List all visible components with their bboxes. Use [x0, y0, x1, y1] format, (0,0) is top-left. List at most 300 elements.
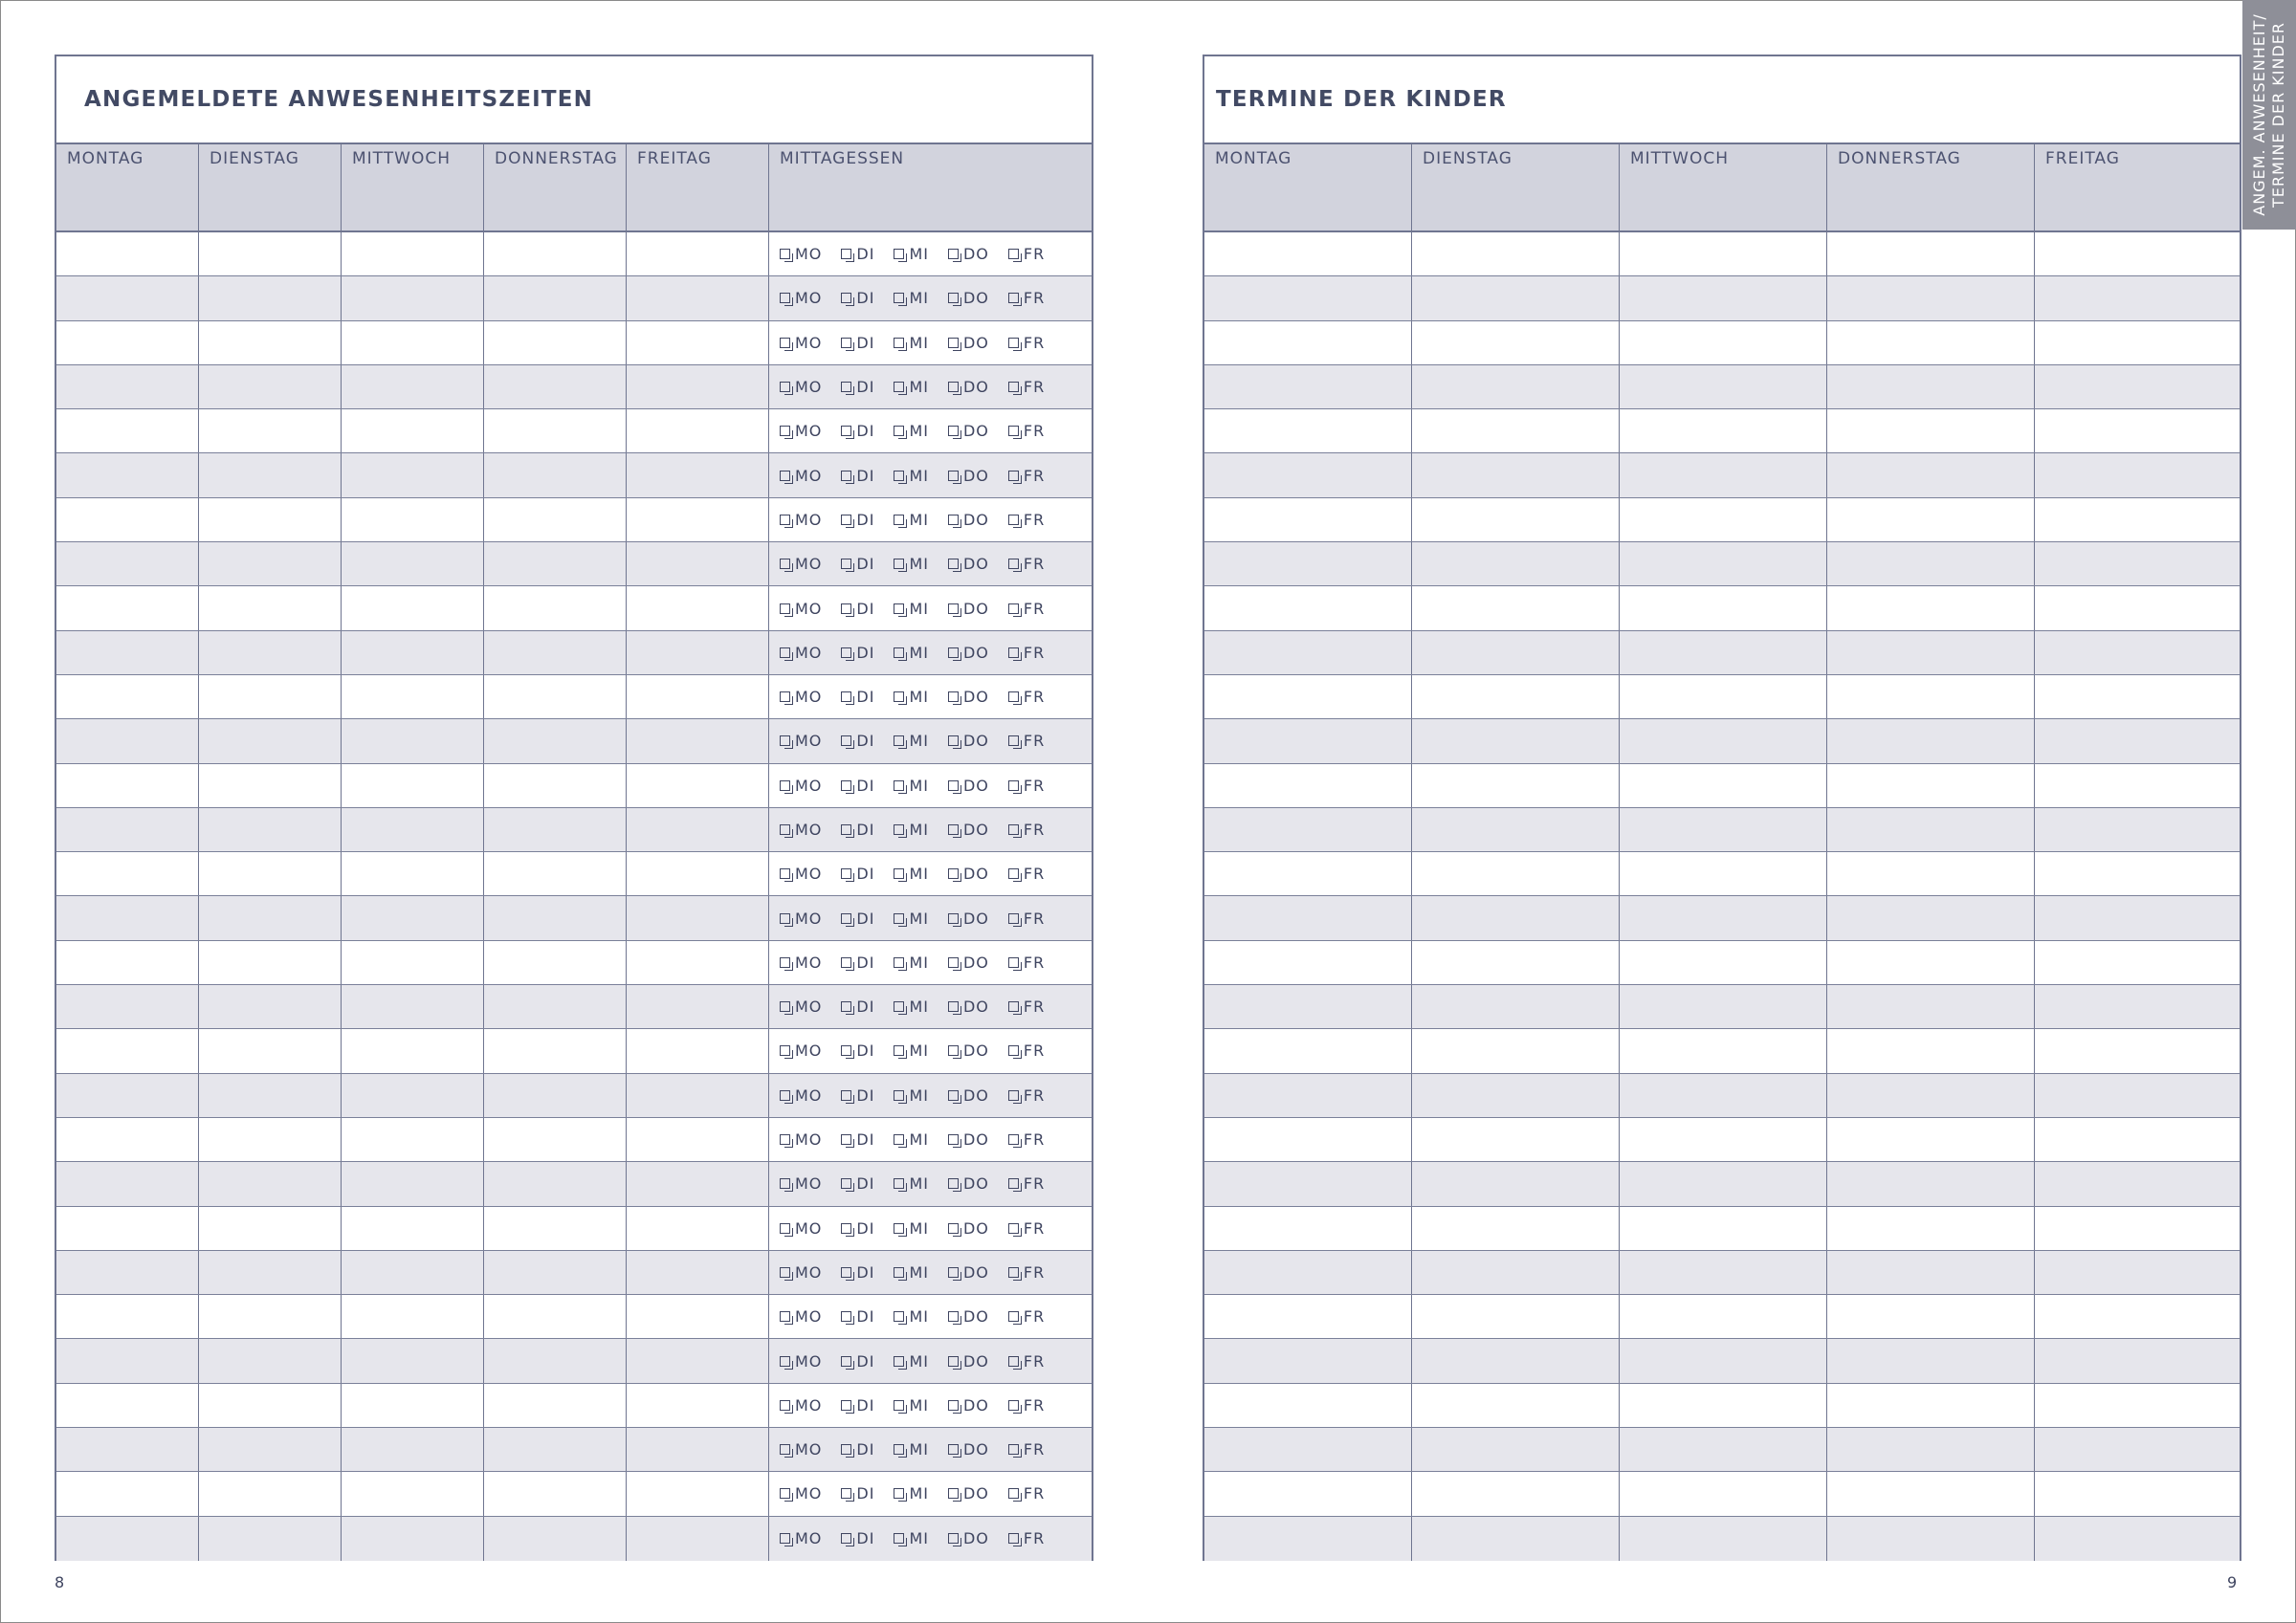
attendance-cell[interactable] [484, 985, 627, 1028]
appointments-cell[interactable] [1204, 1295, 1412, 1338]
attendance-cell[interactable] [627, 321, 769, 364]
lunch-checkbox-mo[interactable] [780, 1042, 822, 1060]
attendance-cell[interactable] [342, 1118, 484, 1161]
attendance-cell[interactable] [342, 852, 484, 895]
attendance-cell[interactable] [484, 586, 627, 629]
appointments-cell[interactable] [1620, 409, 1827, 452]
appointments-cell[interactable] [1412, 808, 1620, 851]
appointments-cell[interactable] [1204, 542, 1412, 585]
appointments-cell[interactable] [1827, 764, 2035, 807]
attendance-cell[interactable] [56, 1295, 199, 1338]
appointments-cell[interactable] [1204, 1074, 1412, 1117]
lunch-checkbox-do[interactable] [948, 245, 989, 263]
appointments-cell[interactable] [2035, 232, 2240, 275]
attendance-cell[interactable] [199, 1029, 342, 1072]
lunch-checkbox-di[interactable] [841, 1396, 874, 1415]
attendance-cell[interactable] [199, 586, 342, 629]
appointments-cell[interactable] [1827, 675, 2035, 718]
appointments-cell[interactable] [1620, 941, 1827, 984]
appointments-cell[interactable] [1827, 1029, 2035, 1072]
lunch-checkbox-mo[interactable] [780, 688, 822, 706]
attendance-cell[interactable] [342, 1384, 484, 1427]
attendance-cell[interactable] [342, 631, 484, 674]
appointments-cell[interactable] [1204, 1118, 1412, 1161]
appointments-cell[interactable] [1412, 764, 1620, 807]
appointments-cell[interactable] [1620, 1118, 1827, 1161]
appointments-cell[interactable] [2035, 719, 2240, 762]
appointments-cell[interactable] [1620, 896, 1827, 939]
attendance-cell[interactable] [56, 1517, 199, 1561]
attendance-cell[interactable] [484, 1517, 627, 1561]
appointments-cell[interactable] [1204, 498, 1412, 541]
attendance-cell[interactable] [56, 232, 199, 275]
lunch-checkbox-do[interactable] [948, 334, 989, 352]
appointments-cell[interactable] [2035, 365, 2240, 408]
attendance-cell[interactable] [342, 808, 484, 851]
lunch-checkbox-mo[interactable] [780, 1086, 822, 1105]
lunch-checkbox-fr[interactable] [1008, 1086, 1045, 1105]
appointments-cell[interactable] [1620, 1074, 1827, 1117]
appointments-cell[interactable] [1204, 985, 1412, 1028]
lunch-checkbox-do[interactable] [948, 1440, 989, 1459]
attendance-cell[interactable] [342, 1029, 484, 1072]
lunch-checkbox-mi[interactable] [894, 378, 929, 396]
attendance-cell[interactable] [56, 498, 199, 541]
attendance-cell[interactable] [342, 1207, 484, 1250]
appointments-cell[interactable] [1620, 1384, 1827, 1427]
appointments-cell[interactable] [1412, 941, 1620, 984]
appointments-cell[interactable] [1620, 631, 1827, 674]
appointments-cell[interactable] [1620, 1517, 1827, 1561]
appointments-cell[interactable] [1204, 631, 1412, 674]
attendance-cell[interactable] [56, 1251, 199, 1294]
appointments-cell[interactable] [1412, 896, 1620, 939]
attendance-cell[interactable] [484, 896, 627, 939]
appointments-cell[interactable] [1204, 409, 1412, 452]
attendance-cell[interactable] [56, 276, 199, 319]
appointments-cell[interactable] [1827, 985, 2035, 1028]
attendance-cell[interactable] [627, 1029, 769, 1072]
appointments-cell[interactable] [1412, 1472, 1620, 1515]
lunch-checkbox-mi[interactable] [894, 555, 929, 573]
lunch-checkbox-do[interactable] [948, 732, 989, 750]
appointments-cell[interactable] [1827, 409, 2035, 452]
lunch-checkbox-mo[interactable] [780, 998, 822, 1016]
attendance-cell[interactable] [342, 985, 484, 1028]
appointments-cell[interactable] [1827, 1118, 2035, 1161]
lunch-checkbox-di[interactable] [841, 378, 874, 396]
appointments-cell[interactable] [1827, 852, 2035, 895]
attendance-cell[interactable] [627, 586, 769, 629]
appointments-cell[interactable] [1412, 1295, 1620, 1338]
lunch-checkbox-mo[interactable] [780, 1174, 822, 1193]
attendance-cell[interactable] [56, 808, 199, 851]
attendance-cell[interactable] [627, 1162, 769, 1205]
appointments-cell[interactable] [1204, 719, 1412, 762]
appointments-cell[interactable] [1827, 941, 2035, 984]
appointments-cell[interactable] [1204, 276, 1412, 319]
attendance-cell[interactable] [342, 1472, 484, 1515]
appointments-cell[interactable] [1412, 985, 1620, 1028]
attendance-cell[interactable] [56, 1207, 199, 1250]
attendance-cell[interactable] [56, 896, 199, 939]
lunch-checkbox-fr[interactable] [1008, 289, 1045, 307]
attendance-cell[interactable] [56, 365, 199, 408]
appointments-cell[interactable] [1204, 1428, 1412, 1471]
lunch-checkbox-fr[interactable] [1008, 1174, 1045, 1193]
attendance-cell[interactable] [199, 1295, 342, 1338]
lunch-checkbox-mo[interactable] [780, 910, 822, 928]
appointments-cell[interactable] [1620, 985, 1827, 1028]
lunch-checkbox-fr[interactable] [1008, 378, 1045, 396]
attendance-cell[interactable] [342, 409, 484, 452]
lunch-checkbox-mi[interactable] [894, 1042, 929, 1060]
lunch-checkbox-fr[interactable] [1008, 1307, 1045, 1326]
attendance-cell[interactable] [484, 365, 627, 408]
attendance-cell[interactable] [484, 1251, 627, 1294]
appointments-cell[interactable] [1827, 542, 2035, 585]
lunch-checkbox-mi[interactable] [894, 1219, 929, 1238]
lunch-checkbox-di[interactable] [841, 334, 874, 352]
attendance-cell[interactable] [199, 631, 342, 674]
lunch-checkbox-mo[interactable] [780, 511, 822, 529]
lunch-checkbox-di[interactable] [841, 245, 874, 263]
lunch-checkbox-mo[interactable] [780, 334, 822, 352]
attendance-cell[interactable] [342, 586, 484, 629]
lunch-checkbox-do[interactable] [948, 1263, 989, 1282]
lunch-checkbox-di[interactable] [841, 954, 874, 972]
appointments-cell[interactable] [1204, 1162, 1412, 1205]
attendance-cell[interactable] [199, 498, 342, 541]
appointments-cell[interactable] [1204, 1384, 1412, 1427]
lunch-checkbox-mi[interactable] [894, 1484, 929, 1502]
lunch-checkbox-mo[interactable] [780, 1219, 822, 1238]
appointments-cell[interactable] [1620, 586, 1827, 629]
attendance-cell[interactable] [484, 852, 627, 895]
lunch-checkbox-fr[interactable] [1008, 865, 1045, 883]
appointments-cell[interactable] [1620, 1162, 1827, 1205]
lunch-checkbox-fr[interactable] [1008, 1396, 1045, 1415]
appointments-cell[interactable] [2035, 1517, 2240, 1561]
attendance-cell[interactable] [56, 1384, 199, 1427]
lunch-checkbox-fr[interactable] [1008, 998, 1045, 1016]
appointments-cell[interactable] [1827, 1428, 2035, 1471]
lunch-checkbox-mi[interactable] [894, 910, 929, 928]
appointments-cell[interactable] [1827, 1339, 2035, 1382]
attendance-cell[interactable] [627, 1339, 769, 1382]
appointments-cell[interactable] [1412, 675, 1620, 718]
lunch-checkbox-do[interactable] [948, 910, 989, 928]
lunch-checkbox-fr[interactable] [1008, 1529, 1045, 1547]
appointments-cell[interactable] [1412, 1428, 1620, 1471]
lunch-checkbox-do[interactable] [948, 1396, 989, 1415]
appointments-cell[interactable] [1204, 1472, 1412, 1515]
attendance-cell[interactable] [627, 1472, 769, 1515]
appointments-cell[interactable] [1620, 321, 1827, 364]
appointments-cell[interactable] [1620, 719, 1827, 762]
lunch-checkbox-mi[interactable] [894, 334, 929, 352]
lunch-checkbox-fr[interactable] [1008, 910, 1045, 928]
attendance-cell[interactable] [627, 852, 769, 895]
appointments-cell[interactable] [1204, 764, 1412, 807]
lunch-checkbox-mo[interactable] [780, 1130, 822, 1149]
attendance-cell[interactable] [56, 1162, 199, 1205]
lunch-checkbox-fr[interactable] [1008, 1440, 1045, 1459]
appointments-cell[interactable] [1827, 1251, 2035, 1294]
appointments-cell[interactable] [2035, 1029, 2240, 1072]
attendance-cell[interactable] [56, 941, 199, 984]
attendance-cell[interactable] [484, 498, 627, 541]
attendance-cell[interactable] [484, 1074, 627, 1117]
lunch-checkbox-do[interactable] [948, 1352, 989, 1371]
appointments-cell[interactable] [1620, 1251, 1827, 1294]
attendance-cell[interactable] [199, 1339, 342, 1382]
appointments-cell[interactable] [1204, 321, 1412, 364]
lunch-checkbox-di[interactable] [841, 1484, 874, 1502]
lunch-checkbox-di[interactable] [841, 422, 874, 440]
lunch-checkbox-di[interactable] [841, 998, 874, 1016]
attendance-cell[interactable] [199, 1517, 342, 1561]
lunch-checkbox-mi[interactable] [894, 954, 929, 972]
appointments-cell[interactable] [1827, 1074, 2035, 1117]
appointments-cell[interactable] [1412, 1251, 1620, 1294]
attendance-cell[interactable] [627, 1428, 769, 1471]
lunch-checkbox-mo[interactable] [780, 1352, 822, 1371]
appointments-cell[interactable] [2035, 542, 2240, 585]
attendance-cell[interactable] [199, 453, 342, 496]
lunch-checkbox-mi[interactable] [894, 1130, 929, 1149]
appointments-cell[interactable] [2035, 586, 2240, 629]
attendance-cell[interactable] [627, 1384, 769, 1427]
attendance-cell[interactable] [199, 1428, 342, 1471]
appointments-cell[interactable] [1620, 764, 1827, 807]
lunch-checkbox-di[interactable] [841, 1042, 874, 1060]
lunch-checkbox-do[interactable] [948, 1307, 989, 1326]
appointments-cell[interactable] [1204, 365, 1412, 408]
attendance-cell[interactable] [199, 941, 342, 984]
appointments-cell[interactable] [2035, 808, 2240, 851]
attendance-cell[interactable] [484, 719, 627, 762]
attendance-cell[interactable] [484, 1428, 627, 1471]
appointments-cell[interactable] [2035, 321, 2240, 364]
appointments-cell[interactable] [1204, 896, 1412, 939]
lunch-checkbox-fr[interactable] [1008, 422, 1045, 440]
appointments-cell[interactable] [1412, 321, 1620, 364]
lunch-checkbox-do[interactable] [948, 644, 989, 662]
attendance-cell[interactable] [56, 985, 199, 1028]
lunch-checkbox-do[interactable] [948, 1219, 989, 1238]
attendance-cell[interactable] [484, 276, 627, 319]
attendance-cell[interactable] [342, 941, 484, 984]
lunch-checkbox-mo[interactable] [780, 555, 822, 573]
lunch-checkbox-mi[interactable] [894, 1086, 929, 1105]
appointments-cell[interactable] [2035, 1295, 2240, 1338]
lunch-checkbox-do[interactable] [948, 998, 989, 1016]
lunch-checkbox-di[interactable] [841, 511, 874, 529]
attendance-cell[interactable] [56, 1428, 199, 1471]
appointments-cell[interactable] [2035, 1118, 2240, 1161]
lunch-checkbox-mi[interactable] [894, 1174, 929, 1193]
lunch-checkbox-do[interactable] [948, 289, 989, 307]
lunch-checkbox-di[interactable] [841, 600, 874, 618]
attendance-cell[interactable] [484, 321, 627, 364]
appointments-cell[interactable] [2035, 675, 2240, 718]
lunch-checkbox-di[interactable] [841, 1440, 874, 1459]
lunch-checkbox-mi[interactable] [894, 732, 929, 750]
lunch-checkbox-di[interactable] [841, 555, 874, 573]
appointments-cell[interactable] [1620, 498, 1827, 541]
lunch-checkbox-di[interactable] [841, 1307, 874, 1326]
attendance-cell[interactable] [199, 1162, 342, 1205]
attendance-cell[interactable] [484, 1472, 627, 1515]
appointments-cell[interactable] [2035, 941, 2240, 984]
attendance-cell[interactable] [627, 941, 769, 984]
appointments-cell[interactable] [2035, 1472, 2240, 1515]
attendance-cell[interactable] [484, 1029, 627, 1072]
attendance-cell[interactable] [342, 542, 484, 585]
appointments-cell[interactable] [2035, 1428, 2240, 1471]
appointments-cell[interactable] [1412, 498, 1620, 541]
attendance-cell[interactable] [199, 719, 342, 762]
attendance-cell[interactable] [342, 1074, 484, 1117]
lunch-checkbox-di[interactable] [841, 865, 874, 883]
appointments-cell[interactable] [1204, 1207, 1412, 1250]
lunch-checkbox-do[interactable] [948, 1484, 989, 1502]
attendance-cell[interactable] [627, 1118, 769, 1161]
attendance-cell[interactable] [627, 232, 769, 275]
attendance-cell[interactable] [342, 1295, 484, 1338]
appointments-cell[interactable] [2035, 1207, 2240, 1250]
lunch-checkbox-fr[interactable] [1008, 732, 1045, 750]
appointments-cell[interactable] [1412, 1162, 1620, 1205]
attendance-cell[interactable] [342, 365, 484, 408]
appointments-cell[interactable] [2035, 631, 2240, 674]
attendance-cell[interactable] [56, 321, 199, 364]
appointments-cell[interactable] [1827, 631, 2035, 674]
appointments-cell[interactable] [2035, 498, 2240, 541]
lunch-checkbox-mi[interactable] [894, 511, 929, 529]
lunch-checkbox-mi[interactable] [894, 1352, 929, 1371]
attendance-cell[interactable] [342, 675, 484, 718]
appointments-cell[interactable] [1827, 1207, 2035, 1250]
lunch-checkbox-di[interactable] [841, 688, 874, 706]
lunch-checkbox-di[interactable] [841, 910, 874, 928]
attendance-cell[interactable] [342, 276, 484, 319]
lunch-checkbox-do[interactable] [948, 954, 989, 972]
attendance-cell[interactable] [484, 808, 627, 851]
appointments-cell[interactable] [1827, 232, 2035, 275]
appointments-cell[interactable] [1620, 808, 1827, 851]
lunch-checkbox-do[interactable] [948, 821, 989, 839]
appointments-cell[interactable] [1412, 1517, 1620, 1561]
lunch-checkbox-mi[interactable] [894, 688, 929, 706]
attendance-cell[interactable] [627, 1517, 769, 1561]
lunch-checkbox-mo[interactable] [780, 422, 822, 440]
lunch-checkbox-di[interactable] [841, 467, 874, 485]
appointments-cell[interactable] [1827, 719, 2035, 762]
appointments-cell[interactable] [1412, 1029, 1620, 1072]
attendance-cell[interactable] [56, 453, 199, 496]
lunch-checkbox-mi[interactable] [894, 1263, 929, 1282]
lunch-checkbox-do[interactable] [948, 1174, 989, 1193]
attendance-cell[interactable] [627, 276, 769, 319]
lunch-checkbox-mo[interactable] [780, 821, 822, 839]
appointments-cell[interactable] [1620, 1428, 1827, 1471]
appointments-cell[interactable] [1204, 1251, 1412, 1294]
appointments-cell[interactable] [1412, 1118, 1620, 1161]
appointments-cell[interactable] [2035, 1384, 2240, 1427]
appointments-cell[interactable] [1827, 1472, 2035, 1515]
attendance-cell[interactable] [484, 1384, 627, 1427]
appointments-cell[interactable] [1827, 453, 2035, 496]
lunch-checkbox-di[interactable] [841, 1219, 874, 1238]
attendance-cell[interactable] [627, 1295, 769, 1338]
attendance-cell[interactable] [484, 232, 627, 275]
lunch-checkbox-mi[interactable] [894, 600, 929, 618]
appointments-cell[interactable] [1827, 896, 2035, 939]
attendance-cell[interactable] [56, 675, 199, 718]
appointments-cell[interactable] [1412, 1384, 1620, 1427]
lunch-checkbox-fr[interactable] [1008, 334, 1045, 352]
appointments-cell[interactable] [1412, 365, 1620, 408]
attendance-cell[interactable] [56, 1074, 199, 1117]
attendance-cell[interactable] [199, 808, 342, 851]
appointments-cell[interactable] [1204, 1339, 1412, 1382]
lunch-checkbox-fr[interactable] [1008, 245, 1045, 263]
lunch-checkbox-mo[interactable] [780, 1396, 822, 1415]
lunch-checkbox-do[interactable] [948, 688, 989, 706]
attendance-cell[interactable] [627, 498, 769, 541]
lunch-checkbox-di[interactable] [841, 1174, 874, 1193]
lunch-checkbox-fr[interactable] [1008, 1130, 1045, 1149]
attendance-cell[interactable] [484, 631, 627, 674]
attendance-cell[interactable] [199, 321, 342, 364]
attendance-cell[interactable] [199, 764, 342, 807]
lunch-checkbox-di[interactable] [841, 777, 874, 795]
appointments-cell[interactable] [1620, 542, 1827, 585]
attendance-cell[interactable] [342, 896, 484, 939]
lunch-checkbox-mi[interactable] [894, 1396, 929, 1415]
lunch-checkbox-mi[interactable] [894, 289, 929, 307]
lunch-checkbox-fr[interactable] [1008, 688, 1045, 706]
appointments-cell[interactable] [1827, 365, 2035, 408]
lunch-checkbox-do[interactable] [948, 378, 989, 396]
attendance-cell[interactable] [342, 232, 484, 275]
lunch-checkbox-fr[interactable] [1008, 467, 1045, 485]
attendance-cell[interactable] [56, 409, 199, 452]
attendance-cell[interactable] [199, 542, 342, 585]
lunch-checkbox-do[interactable] [948, 1042, 989, 1060]
attendance-cell[interactable] [199, 1118, 342, 1161]
lunch-checkbox-fr[interactable] [1008, 1042, 1045, 1060]
lunch-checkbox-mi[interactable] [894, 1440, 929, 1459]
appointments-cell[interactable] [1827, 808, 2035, 851]
appointments-cell[interactable] [1204, 808, 1412, 851]
lunch-checkbox-mi[interactable] [894, 422, 929, 440]
lunch-checkbox-do[interactable] [948, 865, 989, 883]
appointments-cell[interactable] [1620, 276, 1827, 319]
appointments-cell[interactable] [1412, 453, 1620, 496]
attendance-cell[interactable] [484, 764, 627, 807]
lunch-checkbox-mo[interactable] [780, 1440, 822, 1459]
lunch-checkbox-mo[interactable] [780, 245, 822, 263]
lunch-checkbox-di[interactable] [841, 732, 874, 750]
attendance-cell[interactable] [627, 719, 769, 762]
attendance-cell[interactable] [627, 808, 769, 851]
attendance-cell[interactable] [56, 1029, 199, 1072]
attendance-cell[interactable] [627, 631, 769, 674]
attendance-cell[interactable] [484, 1339, 627, 1382]
